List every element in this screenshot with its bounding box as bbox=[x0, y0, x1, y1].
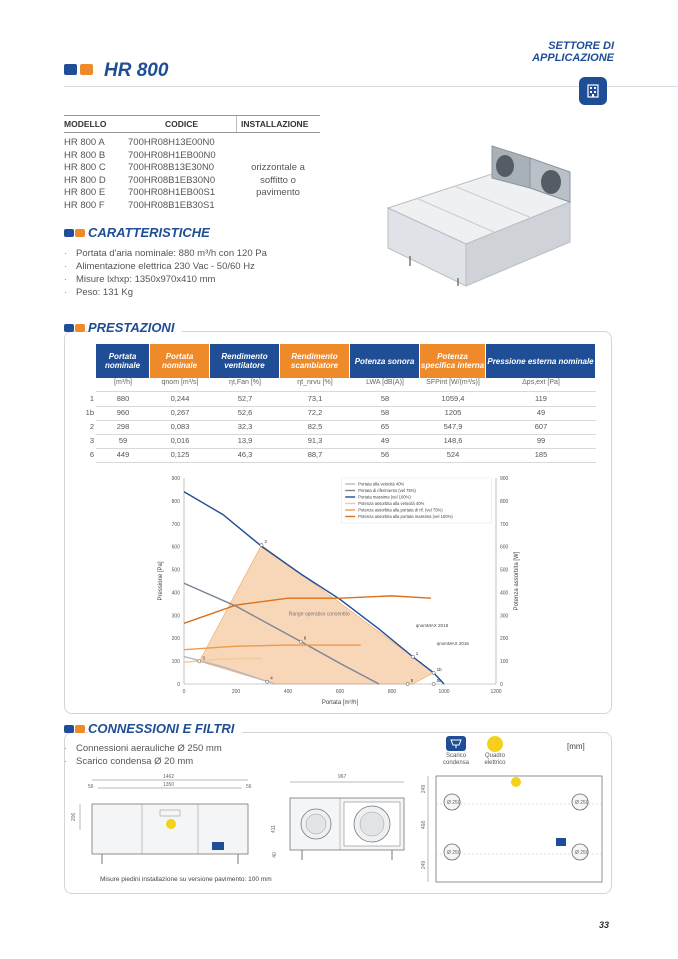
marker-point bbox=[432, 682, 435, 685]
table-cell: 58 bbox=[380, 408, 390, 417]
table-header: Portata nominale bbox=[96, 344, 149, 378]
list-item: · Alimentazione elettrica 230 Vac - 50/60 Hz bbox=[64, 260, 267, 273]
sector-line2: APPLICAZIONE bbox=[532, 52, 614, 64]
y-tick-label: 200 bbox=[171, 636, 180, 643]
section-square-blue bbox=[64, 725, 74, 733]
section-square-blue bbox=[64, 229, 74, 237]
model-code: 700HR08B1EB30S1 bbox=[128, 199, 215, 211]
row-label: 1b bbox=[85, 408, 94, 417]
x-tick-label: 1000 bbox=[438, 689, 450, 695]
y-tick-label: 700 bbox=[171, 521, 180, 528]
table-cell: 0,244 bbox=[170, 394, 190, 403]
marker-label: 1 bbox=[415, 650, 419, 656]
col-codice: CODICE bbox=[165, 119, 199, 129]
table-cell: 547,9 bbox=[443, 422, 463, 431]
port-label: Ø 250 bbox=[575, 800, 589, 806]
x-tick-label: 600 bbox=[335, 689, 345, 695]
legend-line: elettrico bbox=[484, 760, 506, 766]
marker-label: 5 bbox=[410, 678, 414, 683]
table-cell: 0,083 bbox=[170, 422, 190, 431]
y-tick-label: 400 bbox=[171, 590, 180, 597]
model-name: HR 800 C bbox=[64, 162, 106, 174]
table-cell: 59 bbox=[118, 436, 128, 445]
marker-label: 1b bbox=[436, 666, 442, 672]
port-label: Ø 250 bbox=[447, 850, 461, 856]
table-unit: [m³/h] bbox=[114, 379, 132, 386]
table-unit: Δps,ext [Pa] bbox=[522, 379, 560, 386]
marker-point bbox=[299, 640, 302, 643]
marker-label: 4 bbox=[270, 675, 273, 681]
dim-56-right: 56 bbox=[246, 784, 252, 790]
dim-206: 206 bbox=[71, 812, 78, 822]
table-cell: 82,5 bbox=[307, 422, 323, 431]
y2-tick-label: 500 bbox=[500, 567, 509, 574]
marker-point bbox=[411, 655, 414, 658]
operating-range-label: Range operativo consentito bbox=[288, 611, 350, 618]
model-code: 700HR08H1EB00S1 bbox=[128, 187, 216, 199]
table-cell: 73,1 bbox=[307, 394, 323, 403]
model-names bbox=[64, 137, 106, 213]
marker-label: 5b bbox=[436, 678, 442, 683]
prestazioni-title: PRESTAZIONI bbox=[88, 320, 182, 335]
legend-entry: Potenza assorbita alla portata massima (vel 100%) bbox=[358, 514, 453, 520]
table-unit: ηt_nrvu [%] bbox=[297, 379, 333, 386]
marker-point bbox=[406, 682, 409, 685]
footnote: Misure piedini installazione su versione pavimento: 100 mm bbox=[100, 876, 272, 883]
table-cell: 65 bbox=[380, 422, 390, 431]
annotation-label: qnomMAX 2016 bbox=[436, 641, 469, 647]
unit-label: [mm] bbox=[567, 742, 585, 751]
x-axis-label: Portata [m³/h] bbox=[321, 700, 359, 706]
section-square-orange bbox=[75, 229, 85, 237]
side-view-drawing bbox=[282, 774, 412, 874]
y2-tick-label: 0 bbox=[500, 682, 503, 688]
table-cell: 960 bbox=[116, 408, 130, 417]
model-code: 700HR08B13E30N0 bbox=[128, 162, 215, 174]
port-label: Ø 250 bbox=[575, 850, 589, 856]
top-view-drawing bbox=[420, 774, 610, 886]
building-icon bbox=[579, 77, 607, 105]
model-code: 700HR08B1EB30N0 bbox=[128, 174, 216, 186]
section-square-orange bbox=[75, 725, 85, 733]
dim-411: 411 bbox=[270, 825, 277, 833]
row-label: 6 bbox=[89, 450, 94, 459]
table-cell: 88,7 bbox=[307, 450, 323, 459]
table-cell: 49 bbox=[380, 436, 390, 445]
table-header: Rendimento ventilatore bbox=[210, 344, 279, 378]
y2-tick-label: 800 bbox=[500, 498, 509, 505]
y2-tick-label: 600 bbox=[500, 544, 509, 551]
y2-tick-label: 300 bbox=[500, 613, 509, 620]
table-header: Pressione esterna nominale bbox=[486, 344, 595, 378]
dim-56-left: 56 bbox=[88, 784, 94, 790]
legend-line: Quadro bbox=[484, 753, 505, 759]
product-image bbox=[380, 138, 580, 288]
installation-text bbox=[232, 162, 324, 200]
table-unit: ηt,Fan [%] bbox=[229, 379, 261, 386]
dim-1462: 1462 bbox=[163, 774, 175, 780]
model-code: 700HR08H13E00N0 bbox=[128, 137, 215, 148]
table-cell: 119 bbox=[535, 394, 547, 403]
sector-line1: SETTORE DI bbox=[548, 40, 614, 52]
table-cell: 1205 bbox=[444, 408, 462, 417]
table-line bbox=[96, 462, 596, 463]
list-item: · Peso: 131 Kg bbox=[64, 286, 267, 299]
table-cell: 185 bbox=[534, 450, 548, 459]
y-tick-label: 800 bbox=[171, 498, 180, 505]
legend-entry: Portata massima (vel 100%) bbox=[358, 494, 411, 500]
x-tick-label: 400 bbox=[283, 689, 293, 695]
dim-967: 967 bbox=[338, 774, 347, 780]
table-cell: 0,125 bbox=[170, 450, 190, 459]
installation-line: soffitto o bbox=[260, 174, 296, 186]
marker-label: 6 bbox=[303, 635, 307, 641]
table-cell: 56 bbox=[380, 450, 390, 459]
x-tick-label: 800 bbox=[387, 689, 397, 695]
model-codes bbox=[128, 137, 216, 213]
col-installazione: INSTALLAZIONE bbox=[241, 119, 309, 129]
sector-label bbox=[532, 40, 614, 64]
y2-axis-label: Potenza assorbita [W] bbox=[514, 551, 520, 611]
table-header: Portata nominale bbox=[150, 344, 209, 378]
marker-point bbox=[266, 680, 269, 683]
table-unit: qnom [m³/s] bbox=[161, 379, 199, 386]
model-name: HR 800 B bbox=[64, 149, 106, 161]
table-unit: SFPint [W/(m³/s)] bbox=[426, 379, 480, 386]
installation-line: orizzontale a bbox=[251, 162, 305, 173]
table-cell: 99 bbox=[536, 436, 546, 445]
dim-249-bottom: 249 bbox=[421, 860, 428, 870]
caratteristiche-list bbox=[64, 247, 267, 299]
dim-468: 468 bbox=[421, 820, 428, 830]
table-cell: 49 bbox=[536, 408, 546, 417]
table-cell: 298 bbox=[116, 422, 130, 431]
table-cell: 52,6 bbox=[237, 408, 253, 417]
model-name: HR 800 E bbox=[64, 187, 106, 199]
marker-point bbox=[260, 543, 263, 546]
row-label: 3 bbox=[89, 436, 94, 445]
dim-1350: 1350 bbox=[163, 782, 175, 788]
y-tick-label: 0 bbox=[177, 682, 180, 688]
drain-legend-label bbox=[436, 753, 476, 767]
y-tick-label: 600 bbox=[171, 544, 180, 551]
marker-point bbox=[198, 660, 201, 663]
table-cell: 148,6 bbox=[443, 436, 463, 445]
table-cell: 880 bbox=[116, 394, 130, 403]
x-tick-label: 200 bbox=[231, 689, 241, 695]
list-item: · Connessioni aerauliche Ø 250 mm bbox=[64, 742, 222, 755]
table-cell: 0,016 bbox=[170, 436, 190, 445]
list-item: · Misure lxhxp: 1350x970x410 mm bbox=[64, 273, 267, 286]
legend-entry: Portata alla velocità 40% bbox=[358, 481, 405, 487]
lightning-icon: ⚡ bbox=[487, 736, 503, 752]
table-cell: 607 bbox=[534, 422, 548, 431]
table-header: Rendimento scambiatore bbox=[280, 344, 349, 378]
caratteristiche-title: CARATTERISTICHE bbox=[88, 225, 210, 240]
section-square-orange bbox=[75, 324, 85, 332]
performance-chart bbox=[150, 470, 530, 710]
legend-entry: Potenza assorbita alla velocità 40% bbox=[358, 501, 425, 507]
list-item: · Portata d'aria nominale: 880 m³/h con 120 Pa bbox=[64, 247, 267, 260]
electric-legend-label bbox=[475, 753, 515, 767]
table-cell: 32,3 bbox=[237, 422, 253, 431]
table-cell: 0,267 bbox=[170, 408, 190, 417]
x-tick-label: 1200 bbox=[490, 689, 502, 695]
page-title: HR 800 bbox=[104, 60, 169, 81]
table-header: Potenza specifica interna bbox=[420, 344, 485, 378]
model-name: HR 800 A bbox=[64, 137, 105, 148]
model-code: 700HR08H1EB00N0 bbox=[128, 149, 216, 161]
table-cell: 52,7 bbox=[237, 394, 253, 403]
y2-tick-label: 200 bbox=[500, 636, 509, 643]
front-view-drawing bbox=[70, 774, 270, 874]
table-unit: LWA [dB(A)] bbox=[366, 379, 404, 386]
section-square-blue bbox=[64, 324, 74, 332]
table-cell: 91,3 bbox=[307, 436, 323, 445]
y-tick-label: 500 bbox=[171, 567, 180, 574]
col-modello: MODELLO bbox=[64, 119, 107, 129]
dim-40: 40 bbox=[271, 852, 278, 858]
y-tick-label: 900 bbox=[171, 476, 180, 482]
brand-square-orange bbox=[80, 64, 93, 75]
row-label: 1 bbox=[89, 394, 94, 403]
y2-tick-label: 700 bbox=[500, 521, 509, 528]
y2-tick-label: 100 bbox=[500, 659, 509, 666]
legend-entry: Portata di riferimento (vel 75%) bbox=[358, 488, 416, 494]
port-label: Ø 250 bbox=[447, 800, 461, 806]
annotation-label: qnomMAX 2018 bbox=[415, 622, 449, 628]
table-cell: 1059,4 bbox=[441, 394, 465, 403]
brand-square-blue bbox=[64, 64, 77, 75]
connessioni-title: CONNESSIONI E FILTRI bbox=[88, 721, 242, 736]
table-cell: 524 bbox=[446, 450, 460, 459]
model-table-top-line bbox=[64, 115, 320, 116]
installation-line: pavimento bbox=[256, 187, 300, 199]
table-cell: 46,3 bbox=[237, 450, 253, 459]
legend-entry: Potenza assorbita alla portata di rif. (vel 75%) bbox=[358, 507, 443, 513]
row-label: 2 bbox=[89, 422, 94, 431]
y-axis-label: Pressione [Pa] bbox=[158, 561, 164, 601]
dim-249-top: 249 bbox=[421, 784, 428, 794]
col-separator bbox=[236, 116, 237, 132]
model-name: HR 800 F bbox=[64, 199, 105, 211]
y2-tick-label: 400 bbox=[500, 590, 509, 597]
table-cell: 449 bbox=[116, 450, 130, 459]
page-number: 33 bbox=[599, 920, 610, 930]
drain-icon bbox=[446, 736, 466, 751]
y2-tick-label: 900 bbox=[500, 476, 509, 482]
table-cell: 72,2 bbox=[307, 408, 323, 417]
table-cell: 13,9 bbox=[237, 436, 253, 445]
y-tick-label: 300 bbox=[171, 613, 180, 620]
list-item: · Scarico condensa Ø 20 mm bbox=[64, 755, 222, 768]
connessioni-list bbox=[64, 742, 222, 768]
table-header: Potenza sonora bbox=[350, 344, 419, 378]
x-tick-label: 0 bbox=[182, 689, 186, 695]
legend-line: condensa bbox=[442, 760, 470, 766]
legend-line: Scarico bbox=[445, 753, 466, 759]
marker-label: 3 bbox=[202, 655, 205, 661]
y-tick-label: 100 bbox=[171, 659, 180, 666]
table-cell: 58 bbox=[380, 394, 390, 403]
model-name: HR 800 D bbox=[64, 174, 106, 186]
marker-label: 2 bbox=[264, 539, 267, 545]
marker-point bbox=[432, 671, 435, 674]
model-table-header-line bbox=[64, 132, 320, 133]
